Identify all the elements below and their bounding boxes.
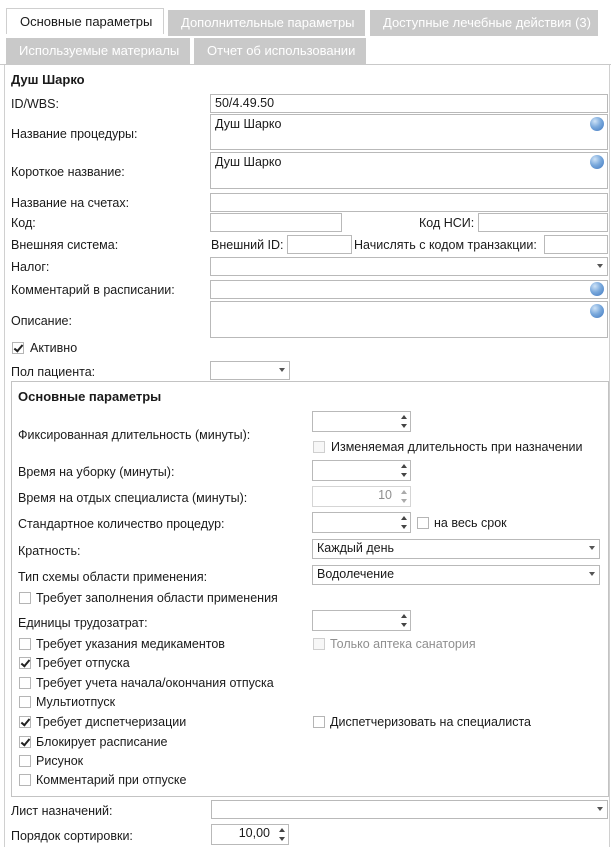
frequency-value: Каждый день: [317, 541, 394, 555]
id-field[interactable]: 50/4.49.50: [210, 94, 608, 113]
variable-duration-label: Изменяемая длительность при назначении: [331, 440, 583, 454]
requires-meds-checkbox[interactable]: [19, 638, 31, 650]
spin-down-icon[interactable]: [401, 424, 407, 428]
blocks-schedule-checkbox[interactable]: [19, 736, 31, 748]
spin-up-icon[interactable]: [279, 828, 285, 832]
schedule-comment-field[interactable]: [210, 280, 608, 299]
dispatch-to-specialist-label: Диспетчеризовать на специалиста: [330, 715, 532, 729]
spin-down-icon[interactable]: [401, 473, 407, 477]
fixed-duration-spinner[interactable]: [312, 411, 411, 432]
track-release-checkbox[interactable]: [19, 677, 31, 689]
chevron-down-icon: [589, 572, 595, 576]
active-label: Активно: [30, 341, 78, 355]
chevron-down-icon: [589, 546, 595, 550]
patient-gender-label: Пол пациента:: [11, 365, 96, 379]
external-id-field[interactable]: [287, 235, 352, 254]
frequency-label: Кратность:: [18, 544, 81, 558]
standard-count-spinner[interactable]: [312, 512, 411, 533]
frequency-select[interactable]: [312, 539, 600, 559]
cleanup-time-label: Время на уборку (минуты):: [18, 465, 175, 479]
description-label: Описание:: [11, 314, 72, 328]
tax-select[interactable]: [210, 257, 608, 276]
cleanup-time-spinner[interactable]: [312, 460, 411, 481]
rest-time-value: 10: [378, 488, 392, 502]
multi-release-label: Мультиотпуск: [36, 695, 116, 709]
spin-up-icon[interactable]: [401, 516, 407, 520]
fixed-duration-label: Фиксированная длительность (минуты):: [18, 428, 251, 442]
spin-down-icon[interactable]: [401, 623, 407, 627]
requires-release-checkbox[interactable]: [19, 657, 31, 669]
spin-up-icon[interactable]: [401, 614, 407, 618]
rest-time-spinner[interactable]: [312, 486, 411, 507]
pharmacy-only-checkbox[interactable]: [313, 638, 325, 650]
spin-down-icon[interactable]: [279, 837, 285, 841]
chevron-down-icon: [597, 807, 603, 811]
labor-units-spinner[interactable]: [312, 610, 411, 631]
picture-label: Рисунок: [36, 754, 84, 768]
rest-time-label: Время на отдых специалиста (минуты):: [18, 491, 248, 505]
schedule-comment-label: Комментарий в расписании:: [11, 283, 175, 297]
sort-order-value: 10,00: [238, 826, 270, 840]
procedure-name-value: Душ Шарко: [215, 117, 282, 131]
globe-icon[interactable]: [590, 117, 604, 131]
requires-area-checkbox[interactable]: [19, 592, 31, 604]
scheme-type-value: Водолечение: [317, 567, 395, 581]
scheme-type-label: Тип схемы области применения:: [18, 570, 208, 584]
tax-label: Налог:: [11, 260, 50, 274]
tab-available-treatments[interactable]: Доступные лечебные действия (3): [370, 10, 598, 36]
spin-up-icon[interactable]: [401, 415, 407, 419]
short-name-label: Короткое название:: [11, 165, 125, 179]
nsi-code-label: Код НСИ:: [419, 216, 475, 230]
transaction-code-label: Начислять с кодом транзакции:: [354, 238, 537, 252]
requires-area-label: Требует заполнения области применения: [36, 591, 278, 605]
tab-main-params[interactable]: Основные параметры: [6, 8, 164, 34]
procedure-name-field[interactable]: [210, 114, 608, 150]
external-id-label: Внешний ID:: [211, 238, 284, 252]
spin-up-icon[interactable]: [401, 490, 407, 494]
short-name-field[interactable]: [210, 152, 608, 189]
spin-down-icon[interactable]: [401, 499, 407, 503]
multi-release-checkbox[interactable]: [19, 696, 31, 708]
sort-order-spinner[interactable]: [211, 824, 289, 845]
track-release-label: Требует учета начала/окончания отпуска: [36, 676, 274, 690]
globe-icon[interactable]: [590, 155, 604, 169]
sort-order-label: Порядок сортировки:: [11, 829, 133, 843]
requires-release-label: Требует отпуска: [36, 656, 130, 670]
tab-additional-params[interactable]: Дополнительные параметры: [168, 10, 365, 36]
requires-meds-label: Требует указания медикаментов: [36, 637, 225, 651]
scheme-type-select[interactable]: [312, 565, 600, 585]
picture-checkbox[interactable]: [19, 755, 31, 767]
group-title: Основные параметры: [18, 389, 162, 404]
nsi-code-field[interactable]: [478, 213, 608, 232]
id-label: ID/WBS:: [11, 97, 59, 111]
release-comment-checkbox[interactable]: [19, 774, 31, 786]
external-system-label: Внешняя система:: [11, 238, 119, 252]
blocks-schedule-label: Блокирует расписание: [36, 735, 168, 749]
pharmacy-only-label: Только аптека санатория: [330, 637, 476, 651]
requires-dispatch-label: Требует диспетчеризации: [36, 715, 187, 729]
active-checkbox[interactable]: [12, 342, 24, 354]
release-comment-label: Комментарий при отпуске: [36, 773, 187, 787]
standard-count-label: Стандартное количество процедур:: [18, 517, 225, 531]
requires-dispatch-checkbox[interactable]: [19, 716, 31, 728]
dispatch-to-specialist-checkbox[interactable]: [313, 716, 325, 728]
code-label: Код:: [11, 216, 36, 230]
short-name-value: Душ Шарко: [215, 155, 282, 169]
invoice-name-field[interactable]: [210, 193, 608, 212]
chevron-down-icon: [597, 264, 603, 268]
transaction-code-field[interactable]: [544, 235, 608, 254]
invoice-name-label: Название на счетах:: [11, 196, 130, 210]
procedure-name-label: Название процедуры:: [11, 127, 138, 141]
spin-up-icon[interactable]: [401, 464, 407, 468]
globe-icon[interactable]: [590, 304, 604, 318]
variable-duration-checkbox[interactable]: [313, 441, 325, 453]
whole-term-checkbox[interactable]: [417, 517, 429, 529]
chevron-down-icon: [279, 368, 285, 372]
labor-units-label: Единицы трудозатрат:: [18, 616, 148, 630]
code-field[interactable]: [210, 213, 342, 232]
patient-gender-select[interactable]: [210, 361, 290, 380]
record-title: Душ Шарко: [11, 72, 85, 87]
tab-materials[interactable]: Используемые материалы: [6, 38, 190, 64]
spin-down-icon[interactable]: [401, 525, 407, 529]
globe-icon[interactable]: [590, 282, 604, 296]
prescription-sheet-label: Лист назначений:: [11, 804, 113, 818]
description-field[interactable]: [210, 301, 608, 338]
tab-usage-report[interactable]: Отчет об использовании: [194, 38, 366, 64]
whole-term-label: на весь срок: [434, 516, 507, 530]
prescription-sheet-select[interactable]: [211, 800, 608, 819]
